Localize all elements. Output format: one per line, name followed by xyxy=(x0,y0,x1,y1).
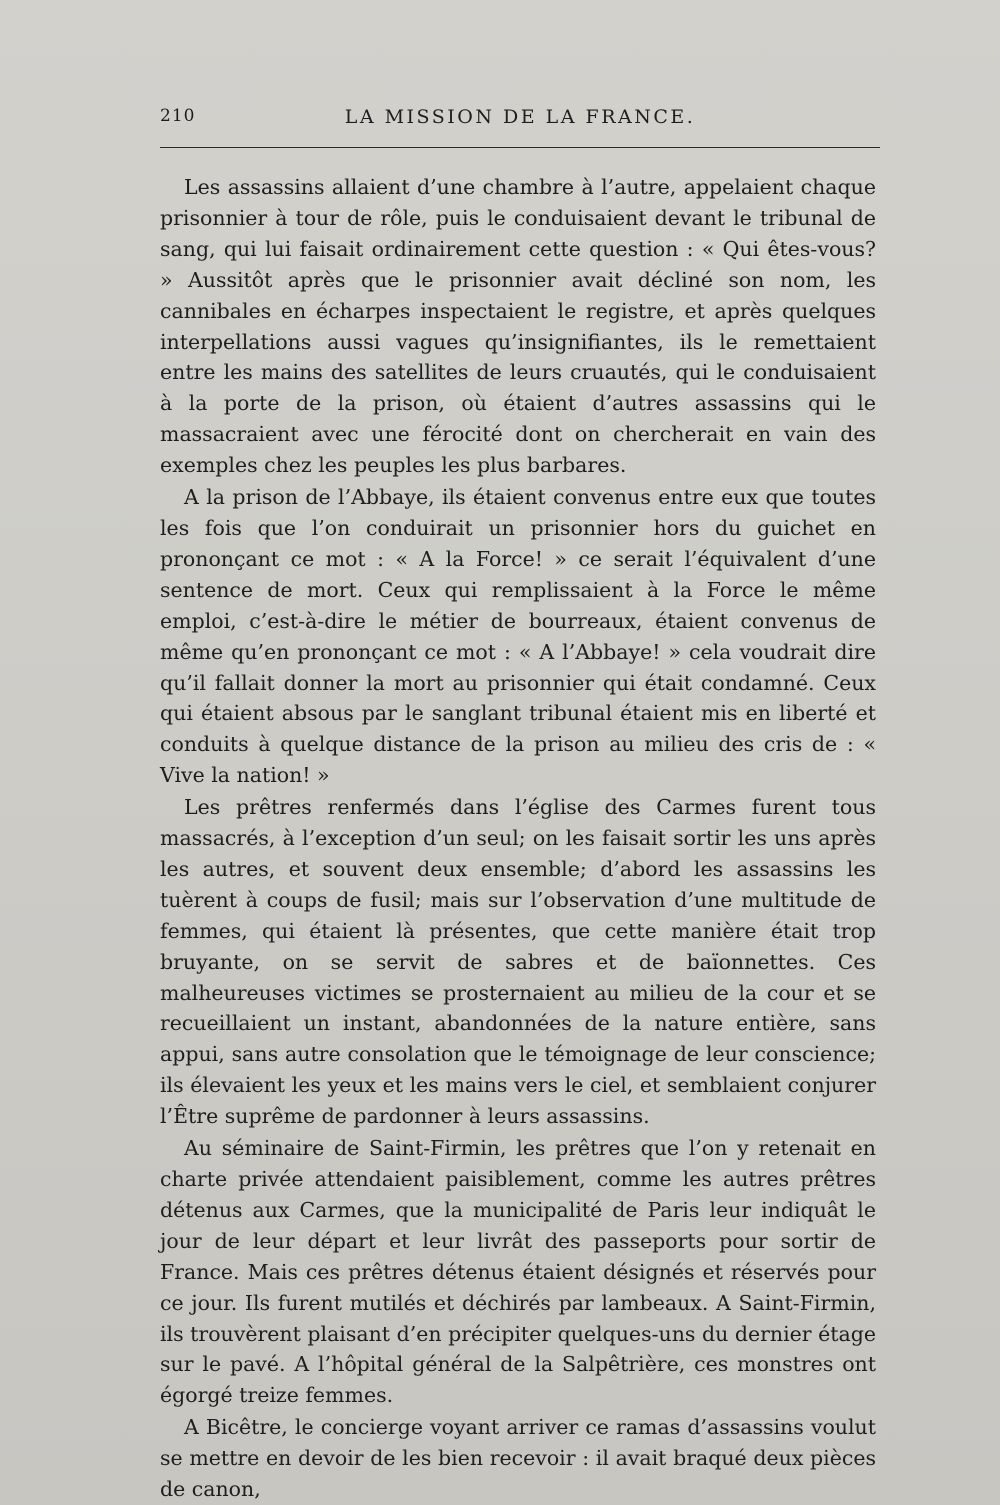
paragraph: Les prêtres renfermés dans l’église des Carmes furent tous massacrés, à l’exception d’un seul; on les faisait sortir les uns après les autres, et souvent deux ensemble; d’abord les assassins les tuèrent à coups de fusil; mais sur l’observation d’une multitude de femmes, qui étaient là présentes, que cette manière était trop bruyante, on se servit de sabres et de baïonnettes. Ces malheureuses victimes se prosternaient au milieu de la cour et se recueillaient un instant, abandonnées de la nature entière, sans appui, sans autre consolation que le témoignage de leur conscience; ils élevaient les yeux et les mains vers le ciel, et semblaient conjurer l’Être suprême de pardonner à leurs assassins. xyxy=(160,795,876,1129)
body-text xyxy=(160,172,876,1505)
paragraph: A la prison de l’Abbaye, ils étaient convenus entre eux que toutes les fois que l’on conduirait un prisonnier hors du guichet en prononçant ce mot : « A la Force! » ce serait l’équivalent d’une sentence de mort. Ceux qui remplissaient à la Force le même emploi, c’est-à-dire le métier de bourreaux, étaient convenus de même qu’en prononçant ce mot : « A l’Abbaye! » cela voudrait dire qu’il fallait donner la mort au prisonnier qui était condamné. Ceux qui étaient absous par le sanglant tribunal étaient mis en liberté et conduits à quelque distance de la prison au milieu des cris de : « Vive la nation! » xyxy=(160,485,876,788)
header-rule xyxy=(160,147,880,148)
running-title: LA MISSION DE LA FRANCE. xyxy=(344,106,696,128)
page-header xyxy=(160,106,880,136)
paragraph: Au séminaire de Saint-Firmin, les prêtres que l’on y retenait en charte privée attendaient paisiblement, comme les autres prêtres détenus aux Carmes, que la municipalité de Paris leur indiquât le jour de leur départ et leur livrât des passeports pour sortir de France. Mais ces prêtres détenus étaient désignés et réservés pour ce jour. Ils furent mutilés et déchirés par lambeaux. A Saint-Firmin, ils trouvèrent plaisant d’en précipiter quelques-uns du dernier étage sur le pavé. A l’hôpital général de la Salpêtrière, ces monstres ont égorgé treize femmes. xyxy=(160,1136,876,1408)
page-number: 210 xyxy=(160,106,196,126)
paragraph: A Bicêtre, le concierge voyant arriver ce ramas d’assassins voulut se mettre en devoir de les bien recevoir : il avait braqué deux pièces de canon, xyxy=(160,1415,876,1502)
paragraph: Les assassins allaient d’une chambre à l’autre, appelaient chaque prisonnier à tour de rôle, puis le conduisaient devant le tribunal de sang, qui lui faisait ordinairement cette question : « Qui êtes-vous? » Aussitôt après que le prisonnier avait décliné son nom, les cannibales en écharpes inspectaient le registre, et après quelques interpellations aussi vagues qu’insignifiantes, ils le remettaient entre les mains des satellites de leurs cruautés, qui le conduisaient à la porte de la prison, où étaient d’autres assassins qui le massacraient avec une férocité dont on chercherait en vain des exemples chez les peuples les plus barbares. xyxy=(160,175,876,478)
